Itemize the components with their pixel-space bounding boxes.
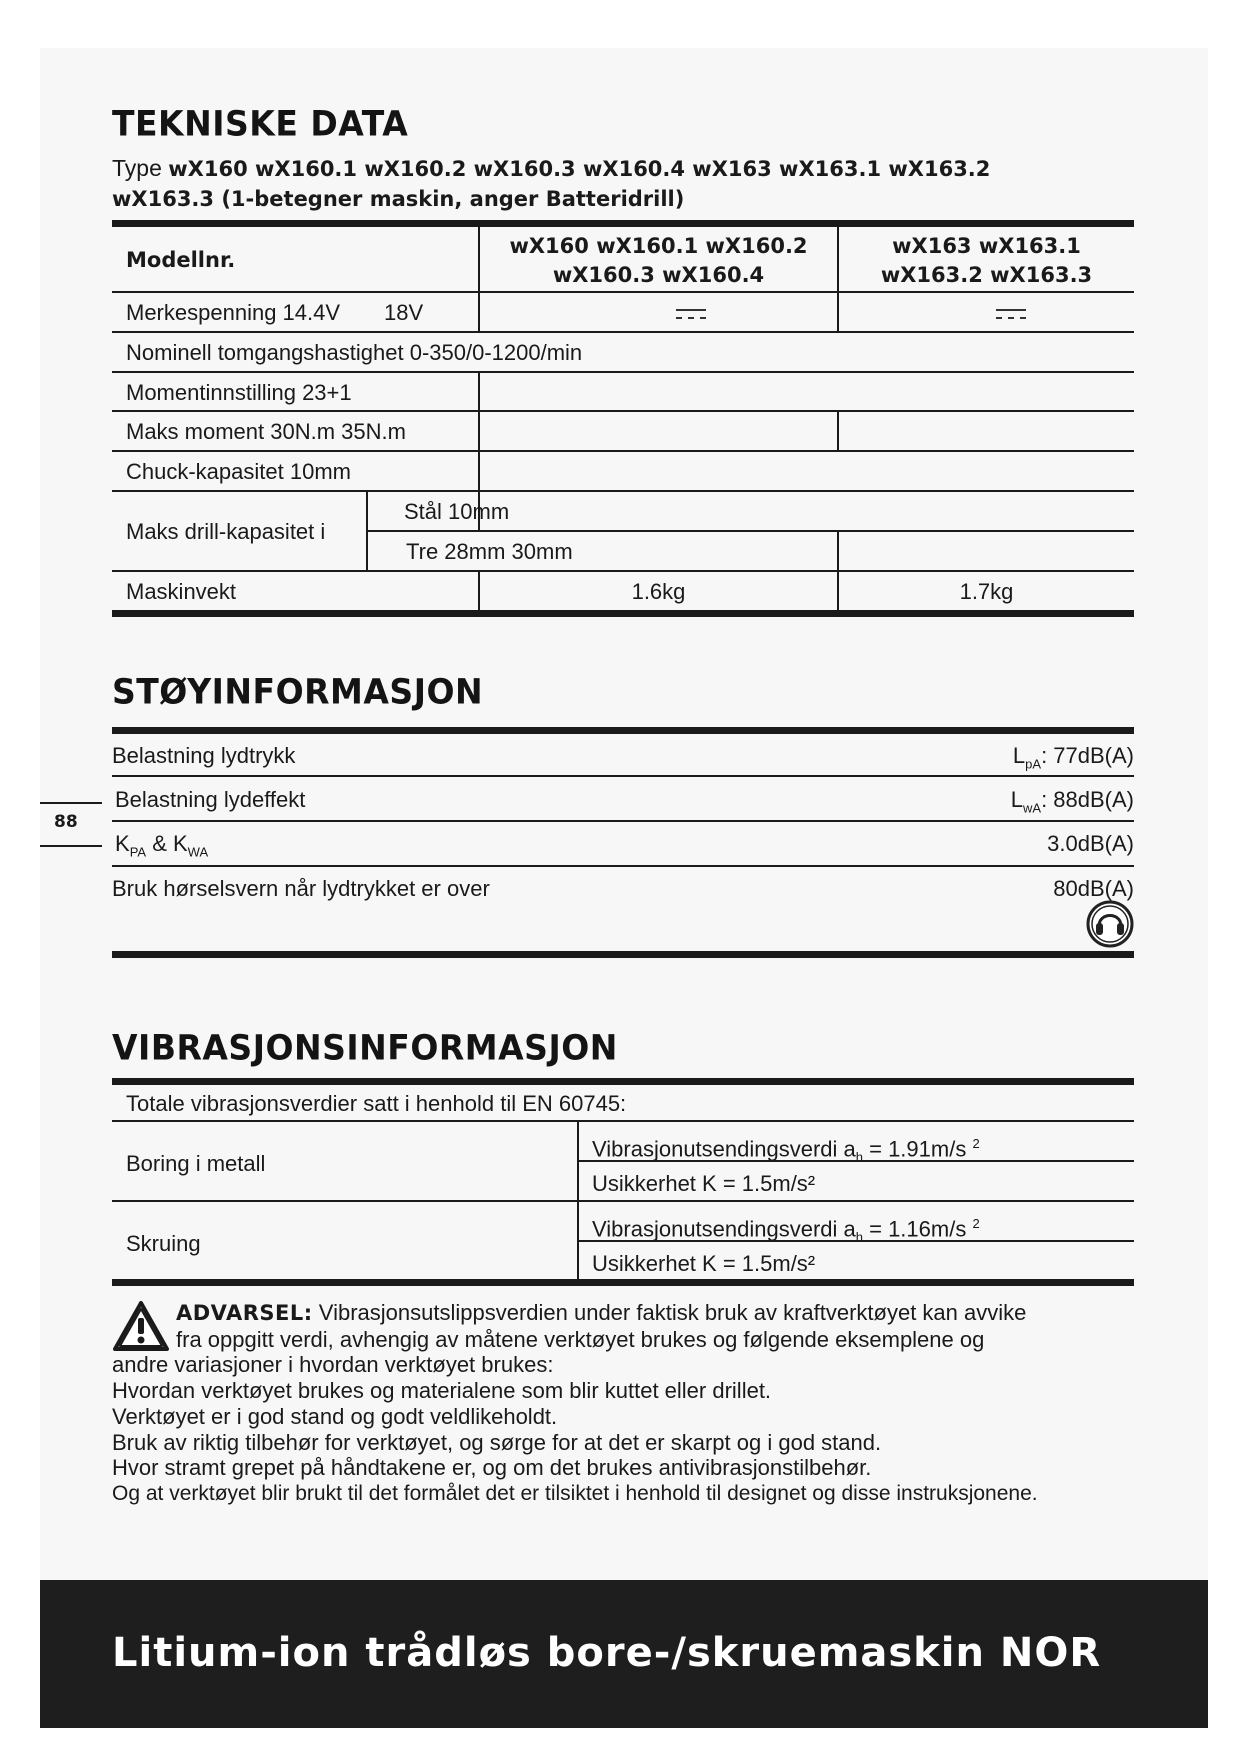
col-header-b-line1: wX163 wX163.1 [892,234,1081,258]
screwing-label: Skruing [126,1231,201,1256]
noise-row-sound-pressure: Belastning lydtrykk [112,743,296,768]
screwing-emission: Vibrasjonutsendingsverdi $a_h = 1.16m/s$ $^2$ [592,1216,980,1245]
col-header-model: Modellnr. [126,248,236,272]
row-weight: Maskinvekt [126,579,237,604]
noise-value-sound-pressure: $L_{pA}$: 77dB(A) [1012,743,1134,772]
warning-text: ADVARSEL: Vibrasjonsutslippsverdien under faktisk bruk av kraftverktøyet kan avvike fra oppgitt verdi, avhengig av måtene verktøyet brukes og følgende eksemplene og andre variasjoner i hvordan verktøyet brukes: Hvordan verktøyet brukes og materialene som blir kuttet eller drillet. Verktøyet er i god stand og godt veldlikeholdt. Bruk av riktig tilbehør for verktøyet, og sørge for at det er skarpt og i god stand. Hvor stramt grepet på håndtakene er, og om det brukes antivibrasjonstilbehør. Og at verktøyet blir brukt til det formålet det er tilsiktet i henhold til designet og disse instruksjonene. [112,1300,1038,1505]
page-number: 88 [54,812,78,832]
dc-symbol-icon [676,309,706,321]
col-header-a-line1: wX160 wX160.1 wX160.2 [509,234,808,258]
col-header-b-line2: wX163.2 wX163.3 [880,263,1093,287]
noise-value-uncertainty: 3.0dB(A) [1047,831,1134,856]
drilling-emission: Vibrasjonutsendingsverdi $a_h = 1.91m/s$ $^2$ [592,1136,980,1165]
row-max-torque: Maks moment 30N.m 35N.m [126,419,406,444]
tech-heading: TEKNISKE DATA [112,103,409,144]
noise-row-sound-power: Belastning lydeffekt [115,787,306,812]
drilling-uncertainty: Usikkerhet K = 1.5m/s² [592,1171,816,1196]
page-marker-line [40,845,102,847]
noise-heading: STØYINFORMASJON [112,671,484,712]
vibration-intro: Totale vibrasjonsverdier satt i henhold til EN 60745: [126,1091,627,1116]
footer-banner [40,1580,1208,1728]
col-header-a-line2: wX160.3 wX160.4 [552,263,765,287]
drilling-label: Boring i metall [126,1151,266,1176]
noise-value-sound-power: $L_{wA}$: 88dB(A) [1010,787,1134,816]
row-wood: Tre 28mm 30mm [406,539,573,564]
page-marker-line [40,802,102,804]
row-steel: Stål 10mm [404,499,510,524]
type-line [112,154,1072,214]
row-voltage-18v: 18V [384,300,424,325]
type-models: wX160 wX160.1 wX160.2 wX160.3 wX160.4 wX163 wX163.1 wX163.2 wX163.3 (1-betegner maskin, anger Batteridrill) [112,157,991,211]
row-speed: Nominell tomgangshastighet 0-350/0-1200/min [126,340,583,365]
weight-a: 1.6kg [631,579,686,604]
dc-symbol-icon [996,309,1026,321]
row-chuck: Chuck-kapasitet 10mm [126,459,351,484]
noise-value-hearing-protection: 80dB(A) [1053,876,1134,901]
row-torque-setting: Momentinnstilling 23+1 [126,380,352,405]
row-voltage: Merkespenning 14.4V [126,300,341,325]
ear-protection-icon [1086,900,1134,948]
vibration-heading: VIBRASJONSINFORMASJON [112,1027,618,1068]
noise-row-hearing-protection: Bruk hørselsvern når lydtrykket er over [112,876,490,901]
noise-row-uncertainty: $K_{PA}$ & $K_{WA}$ [115,831,209,860]
type-prefix: Type [112,155,162,181]
weight-b: 1.7kg [959,579,1014,604]
screwing-uncertainty: Usikkerhet K = 1.5m/s² [592,1251,816,1276]
warning-label: ADVARSEL: [176,1301,313,1325]
row-drill-capacity: Maks drill-kapasitet i [126,519,326,544]
footer-title: Litium-ion trådløs bore-/skruemaskin NOR [112,1630,1102,1676]
